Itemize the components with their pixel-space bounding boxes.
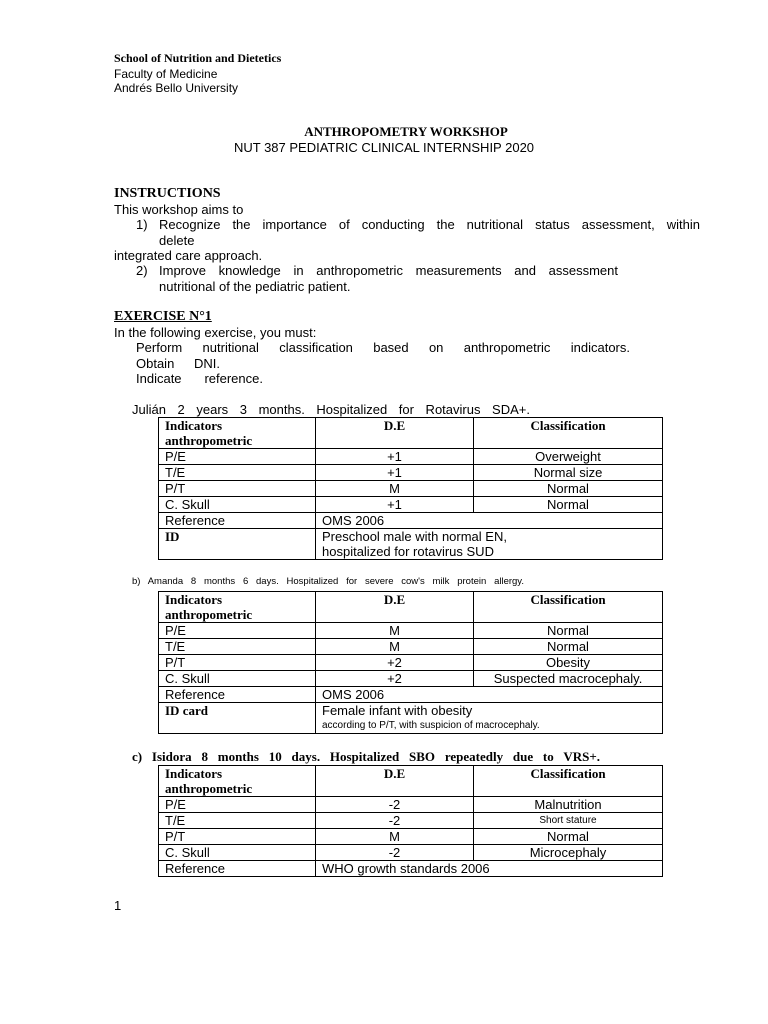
indicator-cell: P/E [159,449,316,465]
instructions-heading: INSTRUCTIONS [114,186,221,201]
instruction-1-number: 1) [136,217,148,232]
de-cell: +1 [316,449,474,465]
header-classification: Classification [474,592,663,623]
header-de: D.E [316,592,474,623]
header-indicators: Indicators anthropometric [159,418,316,449]
case-b-title: b) Amanda 8 months 6 days. Hospitalized for severe cow's milk protein allergy. [132,576,524,587]
id-row [159,529,663,560]
id-row [159,703,663,734]
classification-cell: Normal [474,481,663,497]
instruction-2-text-cont: nutritional of the pediatric patient. [159,279,351,294]
id-line-2: hospitalized for rotavirus SUD [322,544,494,559]
indicator-cell: C. Skull [159,671,316,687]
id-label: ID [159,529,316,560]
indicator-cell: P/E [159,797,316,813]
classification-cell: Normal [474,623,663,639]
table-row [159,829,663,845]
id-value [316,703,663,734]
de-cell: M [316,639,474,655]
table-row [159,623,663,639]
header-indicators: Indicators anthropometric [159,766,316,797]
indicator-cell: C. Skull [159,497,316,513]
header-indicators: Indicators anthropometric [159,592,316,623]
id-line-1: Female infant with obesity [322,703,473,718]
reference-label: Reference [159,687,316,703]
page-number: 1 [114,898,122,913]
classification-cell: Suspected macrocephaly. [474,671,663,687]
reference-label: Reference [159,861,316,877]
instructions-intro: This workshop aims to [114,202,244,217]
school-name: School of Nutrition and Dietetics [114,51,282,65]
case-b-table [158,591,663,734]
table-row [159,639,663,655]
table-row [159,671,663,687]
instruction-2-number: 2) [136,263,148,278]
de-cell: M [316,623,474,639]
reference-value: OMS 2006 [316,687,663,703]
de-cell: -2 [316,845,474,861]
indicator-cell: P/T [159,481,316,497]
table-header-row [159,592,663,623]
instruction-1-continuation: integrated care approach. [114,248,263,263]
indicator-cell: P/T [159,655,316,671]
reference-row [159,861,663,877]
reference-row [159,513,663,529]
header-classification: Classification [474,766,663,797]
id-line-2: according to P/T, with suspicion of macrocephaly. [322,720,540,731]
table-row [159,449,663,465]
reference-value: WHO growth standards 2006 [316,861,663,877]
header-de: D.E [316,418,474,449]
id-label: ID card [159,703,316,734]
de-cell: +1 [316,497,474,513]
classification-cell: Normal [474,639,663,655]
exercise-task-3: Indicate reference. [136,371,263,386]
classification-cell: Normal size [474,465,663,481]
indicator-cell: P/T [159,829,316,845]
classification-cell: Overweight [474,449,663,465]
exercise-heading: EXERCISE N°1 [114,309,212,324]
de-cell: +2 [316,671,474,687]
indicator-cell: T/E [159,639,316,655]
instruction-2-text: Improve knowledge in anthropometric measurements and assessment [159,263,618,278]
de-cell: M [316,481,474,497]
id-value [316,529,663,560]
document-subtitle: NUT 387 PEDIATRIC CLINICAL INTERNSHIP 2020 [233,140,535,155]
de-cell: +2 [316,655,474,671]
case-a-title: Julián 2 years 3 months. Hospitalized for Rotavirus SDA+. [132,402,530,417]
de-cell: -2 [316,813,474,829]
classification-cell: Microcephaly [474,845,663,861]
classification-cell: Normal [474,829,663,845]
table-header-row [159,766,663,797]
table-row [159,497,663,513]
classification-cell: Malnutrition [474,797,663,813]
table-row [159,655,663,671]
de-cell: -2 [316,797,474,813]
instruction-1-text-cont: delete [159,233,195,248]
table-row [159,813,663,829]
classification-cell: Short stature [474,813,663,829]
id-line-1: Preschool male with normal EN, [322,529,507,544]
reference-label: Reference [159,513,316,529]
table-row [159,465,663,481]
university-name: Andrés Bello University [114,81,239,95]
table-row [159,481,663,497]
case-c-title: c) Isidora 8 months 10 days. Hospitalized SBO repeatedly due to VRS+. [132,749,600,764]
reference-value: OMS 2006 [316,513,663,529]
reference-row [159,687,663,703]
classification-cell: Obesity [474,655,663,671]
exercise-intro: In the following exercise, you must: [114,325,317,340]
exercise-task-1: Perform nutritional classification based on anthropometric indicators. [136,340,630,355]
indicator-cell: T/E [159,465,316,481]
indicator-cell: P/E [159,623,316,639]
table-row [159,797,663,813]
header-classification: Classification [474,418,663,449]
header-de: D.E [316,766,474,797]
document-title: ANTHROPOMETRY WORKSHOP [304,124,508,139]
table-header-row [159,418,663,449]
de-cell: +1 [316,465,474,481]
faculty-name: Faculty of Medicine [114,67,218,81]
table-row [159,845,663,861]
case-a-table [158,417,663,560]
classification-cell: Normal [474,497,663,513]
de-cell: M [316,829,474,845]
indicator-cell: C. Skull [159,845,316,861]
instruction-1-text: Recognize the importance of conducting the nutritional status assessment, within [159,217,700,232]
indicator-cell: T/E [159,813,316,829]
exercise-task-2: Obtain DNI. [136,356,220,371]
case-c-table [158,765,663,877]
